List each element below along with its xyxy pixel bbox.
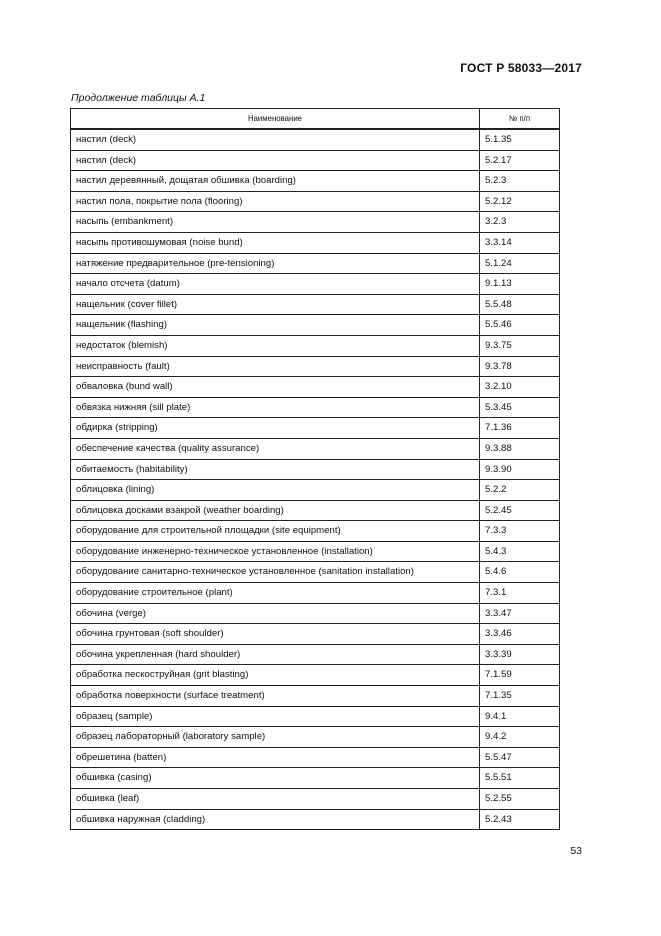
term-name-cell: обочина укрепленная (hard shoulder) <box>71 644 480 665</box>
table-caption: Продолжение таблицы А.1 <box>71 92 206 104</box>
table-row <box>71 438 560 459</box>
term-number-cell: 3.2.10 <box>480 377 560 398</box>
term-name-cell: оборудование инженерно-техническое установленное (installation) <box>71 541 480 562</box>
term-number-cell: 5.2.17 <box>480 150 560 171</box>
term-name-cell: образец лабораторный (laboratory sample) <box>71 727 480 748</box>
header-row <box>71 109 560 130</box>
page-number: 53 <box>570 845 582 857</box>
term-name-cell: нащельник (flashing) <box>71 315 480 336</box>
table-row <box>71 356 560 377</box>
term-number-cell: 5.2.2 <box>480 480 560 501</box>
term-number-cell: 5.3.45 <box>480 397 560 418</box>
table-row <box>71 335 560 356</box>
term-name-cell: настил (deck) <box>71 129 480 150</box>
term-name-cell: обработка поверхности (surface treatment) <box>71 686 480 707</box>
term-number-cell: 5.4.3 <box>480 541 560 562</box>
term-number-cell: 9.3.90 <box>480 459 560 480</box>
term-name-cell: обработка пескоструйная (grit blasting) <box>71 665 480 686</box>
table-row <box>71 747 560 768</box>
table-row <box>71 418 560 439</box>
term-number-cell: 3.3.39 <box>480 644 560 665</box>
term-number-cell: 3.3.47 <box>480 603 560 624</box>
table-row <box>71 624 560 645</box>
term-number-cell: 5.2.43 <box>480 809 560 830</box>
term-number-cell: 5.4.6 <box>480 562 560 583</box>
table-row <box>71 129 560 150</box>
term-number-cell: 7.1.35 <box>480 686 560 707</box>
term-number-cell: 7.1.36 <box>480 418 560 439</box>
table-row <box>71 377 560 398</box>
term-name-cell: неисправность (fault) <box>71 356 480 377</box>
term-name-cell: обваловка (bund wall) <box>71 377 480 398</box>
table-row <box>71 686 560 707</box>
term-name-cell: облицовка досками взакрой (weather boarding) <box>71 500 480 521</box>
term-number-cell: 5.5.46 <box>480 315 560 336</box>
term-number-cell: 9.1.13 <box>480 274 560 295</box>
table-row <box>71 521 560 542</box>
term-name-cell: обшивка наружная (cladding) <box>71 809 480 830</box>
term-name-cell: обеспечение качества (quality assurance) <box>71 438 480 459</box>
table-row <box>71 459 560 480</box>
table-row <box>71 150 560 171</box>
term-name-cell: натяжение предварительное (pre-tensioning) <box>71 253 480 274</box>
term-name-cell: обшивка (casing) <box>71 768 480 789</box>
table-row <box>71 665 560 686</box>
term-name-cell: недостаток (blemish) <box>71 335 480 356</box>
term-number-cell: 7.3.3 <box>480 521 560 542</box>
table-row <box>71 480 560 501</box>
table-row <box>71 191 560 212</box>
column-header-name: Наименование <box>71 109 480 130</box>
term-name-cell: обвязка нижняя (sill plate) <box>71 397 480 418</box>
term-name-cell: облицовка (lining) <box>71 480 480 501</box>
term-name-cell: обшивка (leaf) <box>71 789 480 810</box>
table-row <box>71 583 560 604</box>
table-row <box>71 500 560 521</box>
table-row <box>71 315 560 336</box>
table-row <box>71 212 560 233</box>
column-header-number: № п/п <box>480 109 560 130</box>
term-number-cell: 3.2.3 <box>480 212 560 233</box>
term-name-cell: обитаемость (habitability) <box>71 459 480 480</box>
term-number-cell: 5.5.51 <box>480 768 560 789</box>
term-number-cell: 5.2.12 <box>480 191 560 212</box>
term-number-cell: 5.2.55 <box>480 789 560 810</box>
table-row <box>71 706 560 727</box>
table-row <box>71 397 560 418</box>
term-number-cell: 9.3.78 <box>480 356 560 377</box>
term-name-cell: оборудование санитарно-техническое установленное (sanitation installation) <box>71 562 480 583</box>
term-name-cell: обдирка (stripping) <box>71 418 480 439</box>
term-name-cell: нащельник (cover fillet) <box>71 294 480 315</box>
term-name-cell: образец (sample) <box>71 706 480 727</box>
term-number-cell: 9.3.88 <box>480 438 560 459</box>
table-row <box>71 274 560 295</box>
term-number-cell: 5.1.35 <box>480 129 560 150</box>
term-number-cell: 5.5.48 <box>480 294 560 315</box>
table-row <box>71 171 560 192</box>
table-row <box>71 789 560 810</box>
term-name-cell: оборудование строительное (plant) <box>71 583 480 604</box>
table-body <box>71 129 560 830</box>
term-number-cell: 9.4.1 <box>480 706 560 727</box>
term-number-cell: 5.1.24 <box>480 253 560 274</box>
table-row <box>71 541 560 562</box>
table-row <box>71 603 560 624</box>
term-name-cell: насыпь (embankment) <box>71 212 480 233</box>
term-number-cell: 3.3.14 <box>480 232 560 253</box>
term-name-cell: оборудование для строительной площадки (site equipment) <box>71 521 480 542</box>
table-row <box>71 644 560 665</box>
table-row <box>71 809 560 830</box>
terms-table <box>70 108 560 830</box>
table-row <box>71 253 560 274</box>
term-number-cell: 9.4.2 <box>480 727 560 748</box>
term-number-cell: 5.2.3 <box>480 171 560 192</box>
term-name-cell: насыпь противошумовая (noise bund) <box>71 232 480 253</box>
term-number-cell: 5.2.45 <box>480 500 560 521</box>
term-name-cell: начало отсчета (datum) <box>71 274 480 295</box>
term-name-cell: настил пола, покрытие пола (flooring) <box>71 191 480 212</box>
term-name-cell: настил деревянный, дощатая обшивка (boarding) <box>71 171 480 192</box>
term-name-cell: обочина (verge) <box>71 603 480 624</box>
term-number-cell: 9.3.75 <box>480 335 560 356</box>
document-code: ГОСТ Р 58033—2017 <box>460 61 582 75</box>
term-number-cell: 5.5.47 <box>480 747 560 768</box>
term-name-cell: настил (deck) <box>71 150 480 171</box>
table-row <box>71 727 560 748</box>
term-name-cell: обрешетина (batten) <box>71 747 480 768</box>
table-row <box>71 562 560 583</box>
table-row <box>71 294 560 315</box>
term-name-cell: обочина грунтовая (soft shoulder) <box>71 624 480 645</box>
table-header <box>71 109 560 130</box>
table-row <box>71 768 560 789</box>
table-row <box>71 232 560 253</box>
term-number-cell: 3.3.46 <box>480 624 560 645</box>
term-number-cell: 7.1.59 <box>480 665 560 686</box>
term-number-cell: 7.3.1 <box>480 583 560 604</box>
